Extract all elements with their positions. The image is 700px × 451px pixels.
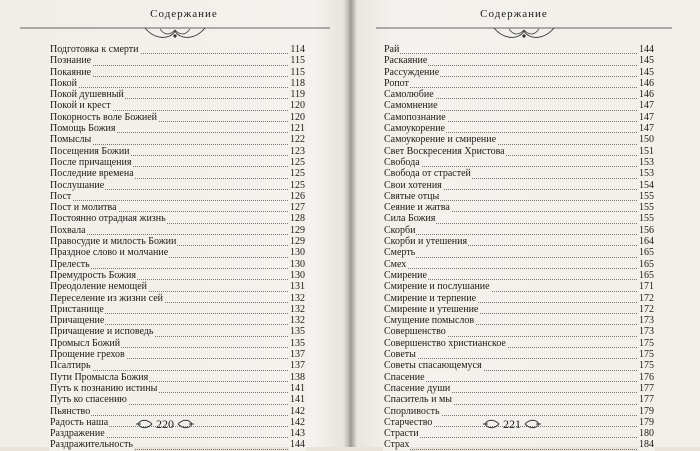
- toc-entry-page: 156: [639, 224, 654, 236]
- left-page: [0, 0, 348, 451]
- toc-entry-title: Послушание: [50, 179, 105, 191]
- toc-entry-page: 122: [290, 134, 305, 146]
- toc-entry-page: 125: [290, 179, 305, 191]
- toc-entry: [49, 304, 306, 315]
- toc-entry-title: Сила Божия: [384, 213, 436, 225]
- toc-entry-title: Старчество: [384, 416, 433, 428]
- footer-ornament-left: [135, 419, 153, 429]
- toc-entry-title: Пост: [50, 190, 72, 202]
- toc-entry: [383, 168, 655, 179]
- toc-entry: [383, 89, 655, 100]
- toc-entry: [383, 123, 655, 134]
- toc-entry-page: 171: [639, 281, 654, 293]
- page-footer: [482, 414, 542, 434]
- toc-entry-title: Спасение души: [384, 382, 451, 394]
- toc-entry-page: 135: [290, 337, 305, 349]
- running-header: Содержание: [480, 8, 548, 20]
- toc-entry-page: 173: [639, 315, 654, 327]
- toc-entry: [49, 236, 306, 247]
- toc-entry-title: Советы: [384, 349, 416, 361]
- toc-entry-page: 137: [290, 349, 305, 361]
- toc-entry-page: 146: [639, 89, 654, 101]
- footer-ornament-right: [177, 419, 195, 429]
- toc-entry: [383, 372, 655, 383]
- toc-entry-page: 142: [290, 405, 305, 417]
- toc-entry-title: Раздражение: [50, 428, 105, 440]
- toc-entry: [49, 146, 306, 157]
- toc-entry: [49, 270, 306, 281]
- toc-entry: [383, 383, 655, 394]
- toc-entry-page: 165: [639, 258, 654, 270]
- toc-entry: [383, 146, 655, 157]
- toc-entry-page: 147: [639, 123, 654, 135]
- toc-entry: [383, 394, 655, 405]
- toc-entry-page: 137: [290, 360, 305, 372]
- toc-entry-title: Причащение и исповедь: [50, 326, 154, 338]
- toc-entry: [383, 338, 655, 349]
- toc-entry-page: 126: [290, 190, 305, 202]
- toc-entry-title: Свои хотения: [384, 179, 442, 191]
- toc-entry: [49, 259, 306, 270]
- toc-entry-title: Причащение: [50, 315, 105, 327]
- toc-entry-title: Смирение и послушание: [384, 281, 490, 293]
- toc-entry: [49, 44, 306, 55]
- toc-entry-title: Праздное слово и молчание: [50, 247, 169, 259]
- toc-entry-title: Святые отцы: [384, 190, 440, 202]
- toc-entry-page: 155: [639, 202, 654, 214]
- toc-entry-title: Спасение: [384, 371, 425, 383]
- toc-entry-page: 125: [290, 156, 305, 168]
- toc-entry: [49, 394, 306, 405]
- toc-entry-page: 119: [290, 89, 305, 101]
- toc-entry: [383, 112, 655, 123]
- toc-entry-title: Пути Промысла Божия: [50, 371, 149, 383]
- toc-entry-title: Помыслы: [50, 134, 92, 146]
- toc-entry: [383, 349, 655, 360]
- toc-entry: [49, 89, 306, 100]
- footer-ornament-left: [482, 419, 500, 429]
- toc-entry-title: Советы спасающемуся: [384, 360, 482, 372]
- toc-entry-page: 164: [639, 236, 654, 248]
- toc-entry-title: Смерть: [384, 247, 416, 259]
- toc-entry-title: Познание: [50, 55, 92, 67]
- toc-entry: [383, 157, 655, 168]
- toc-entry-page: 135: [290, 326, 305, 338]
- toc-entry-page: 129: [290, 236, 305, 248]
- toc-entry-title: Пристанище: [50, 303, 104, 315]
- toc-entry-page: 177: [639, 394, 654, 406]
- toc-entry-title: Раздражительность: [50, 439, 133, 451]
- toc-entry: [383, 55, 655, 66]
- toc-entry-page: 132: [290, 292, 305, 304]
- toc-entry-title: Посещения Божии: [50, 145, 130, 157]
- toc-entry-page: 144: [290, 439, 305, 451]
- toc-entry-page: 151: [639, 145, 654, 157]
- running-header: Содержание: [150, 8, 218, 20]
- toc-entry-page: 175: [639, 337, 654, 349]
- toc-entry: [49, 202, 306, 213]
- toc-entry-title: Смущение помыслов: [384, 315, 475, 327]
- toc-entry: [383, 180, 655, 191]
- right-page: [352, 0, 700, 451]
- toc-entry-page: 141: [290, 394, 305, 406]
- toc-entry-page: 132: [290, 303, 305, 315]
- toc-entry-page: 131: [290, 281, 305, 293]
- toc-entry-title: Смирение и терпение: [384, 292, 477, 304]
- toc-entry-page: 130: [290, 258, 305, 270]
- toc-entry-title: Радость наша: [50, 416, 109, 428]
- toc-entry-title: Совершенство христианское: [384, 337, 506, 349]
- toc-entry-page: 115: [290, 55, 305, 67]
- toc-entry-page: 132: [290, 315, 305, 327]
- toc-entry-page: 145: [639, 66, 654, 78]
- toc-entry-title: Прощение грехов: [50, 349, 125, 361]
- toc-entry: [383, 44, 655, 55]
- header-ornament: [20, 22, 330, 44]
- toc-entry-page: 179: [639, 405, 654, 417]
- header-ornament: [376, 22, 672, 44]
- toc-entry-page: 120: [290, 111, 305, 123]
- toc-entry-page: 172: [639, 303, 654, 315]
- toc-entry-title: Самоукорение: [384, 123, 445, 135]
- toc-entry: [49, 168, 306, 179]
- toc-entry-title: Смирение: [384, 269, 427, 281]
- toc-entry-page: 123: [290, 145, 305, 157]
- toc-entry-page: 180: [639, 428, 654, 440]
- toc-entry-page: 141: [290, 382, 305, 394]
- toc-entry-title: Свобода: [384, 156, 420, 168]
- toc-entry-title: Ропот: [384, 77, 409, 89]
- toc-entry-title: Свобода от страстей: [384, 168, 471, 180]
- toc-entry: [49, 439, 306, 450]
- toc-entry-title: Премудрость Божия: [50, 269, 136, 281]
- toc-entry-page: 114: [290, 44, 305, 55]
- toc-entry: [49, 326, 306, 337]
- toc-list: [383, 44, 655, 451]
- toc-entry-title: Преодоление немощей: [50, 281, 148, 293]
- toc-entry: [383, 191, 655, 202]
- toc-entry-page: 165: [639, 247, 654, 259]
- toc-entry-title: Страсти: [384, 428, 419, 440]
- toc-entry-title: Покой и крест: [50, 100, 111, 112]
- toc-entry: [49, 315, 306, 326]
- page-number: 221: [503, 416, 521, 431]
- toc-entry-page: 175: [639, 349, 654, 361]
- toc-entry: [49, 78, 306, 89]
- page-footer: [135, 414, 195, 434]
- toc-entry-title: Самопознание: [384, 111, 446, 123]
- toc-entry-title: Покой: [50, 77, 77, 89]
- toc-entry-page: 165: [639, 269, 654, 281]
- toc-entry: [49, 134, 306, 145]
- toc-entry-title: Смех: [384, 258, 407, 270]
- toc-entry-page: 176: [639, 371, 654, 383]
- toc-entry-title: Покаяние: [50, 66, 92, 78]
- toc-entry-page: 129: [290, 224, 305, 236]
- toc-entry: [383, 293, 655, 304]
- toc-entry-page: 146: [639, 77, 654, 89]
- toc-entry-page: 125: [290, 168, 305, 180]
- toc-entry: [383, 247, 655, 258]
- toc-entry-title: Рай: [384, 44, 400, 55]
- toc-entry-page: 184: [639, 439, 654, 451]
- toc-entry-title: Смирение и утешение: [384, 303, 479, 315]
- toc-entry-title: Покой душевный: [50, 89, 124, 101]
- toc-entry-page: 179: [639, 416, 654, 428]
- toc-entry: [383, 100, 655, 111]
- toc-entry: [383, 78, 655, 89]
- toc-entry: [49, 123, 306, 134]
- toc-entry: [49, 180, 306, 191]
- toc-entry: [49, 360, 306, 371]
- toc-entry-title: Псалтирь: [50, 360, 91, 372]
- toc-entry-page: 143: [290, 428, 305, 440]
- toc-entry-page: 150: [639, 134, 654, 146]
- toc-entry-page: 142: [290, 416, 305, 428]
- toc-entry: [49, 55, 306, 66]
- toc-entry-title: Самомнение: [384, 100, 438, 112]
- toc-entry-title: Скорби: [384, 224, 416, 236]
- toc-entry: [383, 67, 655, 78]
- toc-entry-title: Страх: [384, 439, 410, 451]
- toc-entry-page: 138: [290, 371, 305, 383]
- toc-entry-page: 121: [290, 123, 305, 135]
- toc-entry-title: Похвала: [50, 224, 86, 236]
- toc-entry-page: 155: [639, 190, 654, 202]
- toc-entry: [383, 270, 655, 281]
- toc-entry-title: Свет Воскресения Христова: [384, 145, 505, 157]
- toc-entry-title: Постоянно отрадная жизнь: [50, 213, 166, 225]
- toc-entry-page: 118: [290, 77, 305, 89]
- toc-entry: [49, 383, 306, 394]
- toc-entry: [49, 372, 306, 383]
- toc-entry-title: Путь к познанию истины: [50, 382, 158, 394]
- toc-entry-title: Самолюбие: [384, 89, 434, 101]
- toc-entry-title: Скорби и утешения: [384, 236, 468, 248]
- toc-entry: [49, 247, 306, 258]
- toc-entry: [383, 439, 655, 450]
- toc-entry-page: 115: [290, 66, 305, 78]
- toc-entry-title: Совершенство: [384, 326, 446, 338]
- toc-entry-title: Раскаяние: [384, 55, 428, 67]
- toc-entry: [383, 225, 655, 236]
- toc-entry: [383, 202, 655, 213]
- toc-entry-title: Покорность воле Божией: [50, 111, 158, 123]
- toc-entry-page: 155: [639, 213, 654, 225]
- toc-entry: [49, 225, 306, 236]
- toc-entry-title: Переселение из жизни сей: [50, 292, 163, 304]
- toc-entry: [49, 281, 306, 292]
- toc-entry-page: 144: [639, 44, 654, 55]
- toc-entry: [383, 360, 655, 371]
- toc-entry: [49, 338, 306, 349]
- toc-entry-page: 130: [290, 269, 305, 281]
- toc-entry-title: Правосудие и милость Божии: [50, 236, 177, 248]
- toc-entry-page: 128: [290, 213, 305, 225]
- toc-entry-title: Помощь Божия: [50, 123, 116, 135]
- toc-entry-page: 130: [290, 247, 305, 259]
- toc-entry: [383, 134, 655, 145]
- toc-entry-page: 127: [290, 202, 305, 214]
- page-number: 220: [156, 416, 174, 431]
- toc-entry-title: Подготовка к смерти: [50, 44, 139, 55]
- toc-entry: [383, 213, 655, 224]
- toc-entry: [49, 349, 306, 360]
- toc-entry-title: Сеяние и жатва: [384, 202, 450, 214]
- toc-entry: [383, 315, 655, 326]
- toc-entry-page: 153: [639, 168, 654, 180]
- toc-entry: [49, 213, 306, 224]
- toc-entry: [49, 67, 306, 78]
- toc-list: [49, 44, 306, 451]
- toc-entry-page: 173: [639, 326, 654, 338]
- toc-entry: [383, 326, 655, 337]
- toc-entry-page: 153: [639, 156, 654, 168]
- toc-entry-title: Пьянство: [50, 405, 91, 417]
- toc-entry-page: 120: [290, 100, 305, 112]
- toc-entry-page: 147: [639, 100, 654, 112]
- toc-entry: [49, 112, 306, 123]
- toc-entry: [383, 236, 655, 247]
- toc-entry: [49, 100, 306, 111]
- toc-entry: [49, 191, 306, 202]
- toc-entry-title: Рассуждение: [384, 66, 440, 78]
- toc-entry: [383, 281, 655, 292]
- toc-entry: [383, 259, 655, 270]
- toc-entry-title: После причащения: [50, 156, 132, 168]
- toc-entry-page: 154: [639, 179, 654, 191]
- toc-entry-title: Самоукорение и смирение: [384, 134, 497, 146]
- toc-entry-page: 172: [639, 292, 654, 304]
- toc-entry-title: Спорливость: [384, 405, 440, 417]
- toc-entry-page: 175: [639, 360, 654, 372]
- toc-entry-title: Спаситель и мы: [384, 394, 453, 406]
- toc-entry-title: Путь ко спасению: [50, 394, 127, 406]
- toc-entry-title: Прелесть: [50, 258, 90, 270]
- toc-entry-page: 145: [639, 55, 654, 67]
- toc-entry-title: Пост и молитва: [50, 202, 117, 214]
- footer-ornament-right: [524, 419, 542, 429]
- toc-entry: [49, 293, 306, 304]
- toc-entry-title: Последние времена: [50, 168, 134, 180]
- toc-entry-page: 177: [639, 382, 654, 394]
- toc-entry: [383, 304, 655, 315]
- toc-entry-title: Промысл Божий: [50, 337, 121, 349]
- toc-entry: [49, 157, 306, 168]
- toc-entry-page: 147: [639, 111, 654, 123]
